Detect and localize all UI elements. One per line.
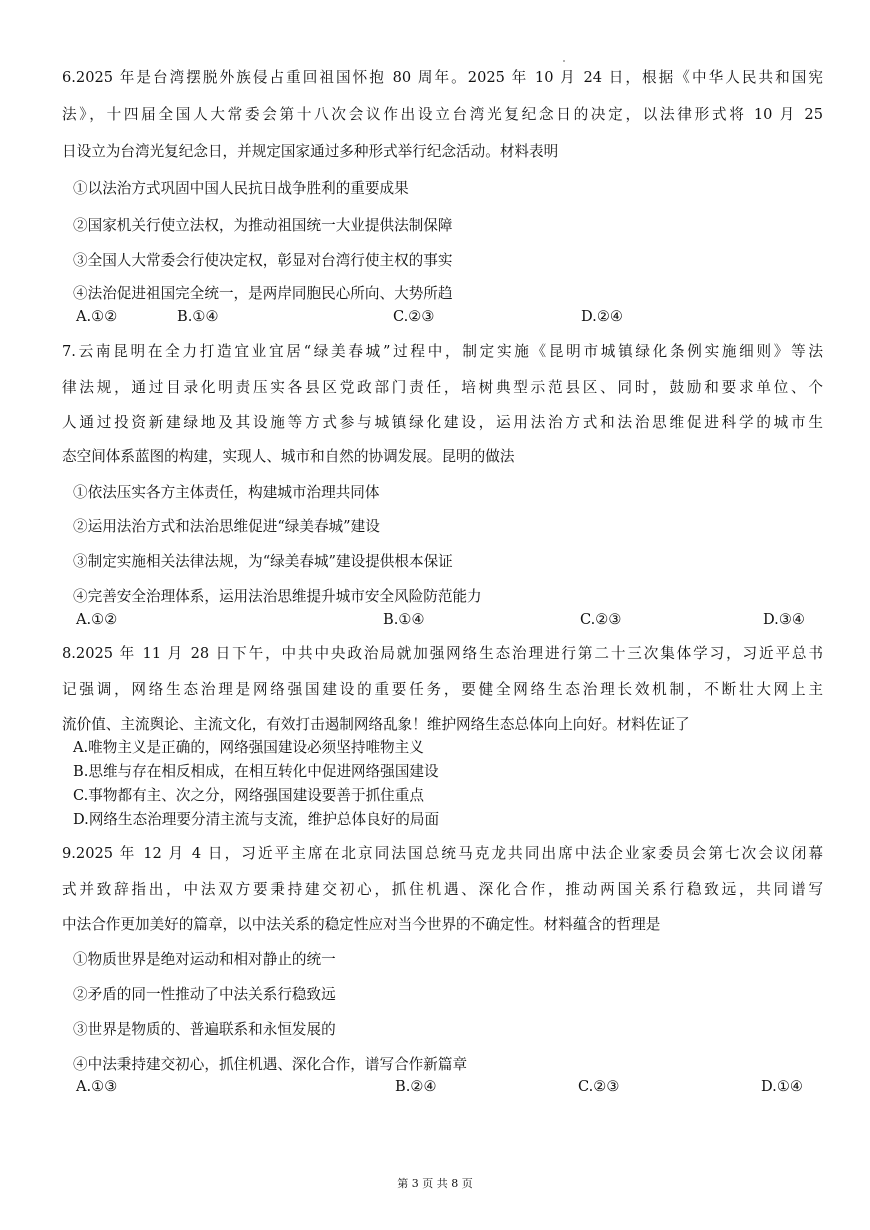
question-7-item: ②运用法治方式和法治思维促进“绿美春城”建设	[73, 518, 380, 535]
page-number: 第 3 页 共 8 页	[397, 1177, 473, 1190]
question-6-item: ①以法治方式巩固中国人民抗日战争胜利的重要成果	[73, 180, 409, 197]
question-6-stem-line: 日设立为台湾光复纪念日，并规定国家通过多种形式举行纪念活动。材料表明	[62, 143, 559, 160]
question-7-item: ③制定实施相关法律法规，为“绿美春城”建设提供根本保证	[73, 553, 453, 570]
question-9-item: ②矛盾的同一性推动了中法关系行稳致远	[73, 986, 336, 1003]
question-9-options	[0, 1077, 870, 1097]
question-8-stem-line: 记强调，网络生态治理是网络强国建设的重要任务，要健全网络生态治理长效机制，不断壮大网上主	[62, 681, 823, 698]
question-8-stem-line: 流价值、主流舆论、主流文化，有效打击遏制网络乱象！维护网络生态总体向上向好。材料佐证了	[62, 716, 690, 733]
question-6-item: ④法治促进祖国完全统一，是两岸同胞民心所向、大势所趋	[73, 285, 453, 302]
option-a[interactable]: A.①③	[76, 1078, 118, 1095]
option-b[interactable]: B.①④	[177, 308, 219, 325]
option-a[interactable]: A.唯物主义是正确的，网络强国建设必须坚持唯物主义	[73, 739, 424, 756]
question-9-stem-line: 9.2025 年 12 月 4 日，习近平主席在北京同法国总统马克龙共同出席中法企业家委员会第七次会议闭幕	[62, 845, 823, 862]
option-d[interactable]: D.②④	[581, 308, 623, 325]
question-7-item: ①依法压实各方主体责任，构建城市治理共同体	[73, 484, 380, 501]
option-c[interactable]: C.事物都有主、次之分，网络强国建设要善于抓住重点	[73, 787, 424, 804]
option-d[interactable]: D.③④	[763, 611, 805, 628]
question-6-stem-line: 6.2025 年是台湾摆脱外族侵占重回祖国怀抱 80 周年。2025 年 10 月 24 日，根据《中华人民共和国宪	[62, 69, 823, 86]
option-b[interactable]: B.思维与存在相反相成，在相互转化中促进网络强国建设	[73, 763, 439, 780]
question-9-item: ①物质世界是绝对运动和相对静止的统一	[73, 951, 336, 968]
question-9-item: ③世界是物质的、普遍联系和永恒发展的	[73, 1021, 336, 1038]
option-c[interactable]: C.②③	[578, 1078, 620, 1095]
option-d[interactable]: D.①④	[761, 1078, 803, 1095]
question-7-stem-line: 态空间体系蓝图的构建，实现人、城市和自然的协调发展。昆明的做法	[62, 448, 515, 465]
option-c[interactable]: C.②③	[580, 611, 622, 628]
question-6-item: ②国家机关行使立法权，为推动祖国统一大业提供法制保障	[73, 217, 453, 234]
option-b[interactable]: B.②④	[395, 1078, 437, 1095]
question-7-stem-line: 人通过投资新建绿地及其设施等方式参与城镇绿化建设，运用法治方式和法治思维促进科学的城市生	[62, 414, 823, 431]
option-d[interactable]: D.网络生态治理要分清主流与支流，维护总体良好的局面	[73, 811, 440, 828]
question-8-stem-line: 8.2025 年 11 月 28 日下午，中共中央政治局就加强网络生态治理进行第二十三次集体学习，习近平总书	[62, 645, 823, 662]
option-a[interactable]: A.①②	[76, 308, 118, 325]
option-a[interactable]: A.①②	[76, 611, 118, 628]
option-c[interactable]: C.②③	[393, 308, 435, 325]
scan-speck	[563, 60, 565, 62]
option-b[interactable]: B.①④	[383, 611, 425, 628]
question-9-item: ④中法秉持建交初心，抓住机遇、深化合作，谱写合作新篇章	[73, 1056, 468, 1073]
question-9-stem-line: 中法合作更加美好的篇章，以中法关系的稳定性应对当今世界的不确定性。材料蕴含的哲理是	[62, 916, 661, 933]
question-7-options	[0, 610, 870, 630]
question-6-options	[0, 307, 870, 327]
question-7-stem-line: 7.云南昆明在全力打造宜业宜居“绿美春城”过程中，制定实施《昆明市城镇绿化条例实施细则》等法	[62, 343, 823, 360]
question-7-stem-line: 律法规，通过目录化明责压实各县区党政部门责任，培树典型示范县区、同时，鼓励和要求单位、个	[62, 379, 823, 396]
question-6-item: ③全国人大常委会行使决定权，彰显对台湾行使主权的事实	[73, 252, 453, 269]
question-6-stem-line: 法》，十四届全国人大常委会第十八次会议作出设立台湾光复纪念日的决定，以法律形式将 10 月 25	[62, 106, 823, 123]
question-7-item: ④完善安全治理体系，运用法治思维提升城市安全风险防范能力	[73, 588, 482, 605]
question-9-stem-line: 式并致辞指出，中法双方要秉持建交初心，抓住机遇、深化合作，推动两国关系行稳致远，共同谱写	[62, 881, 823, 898]
